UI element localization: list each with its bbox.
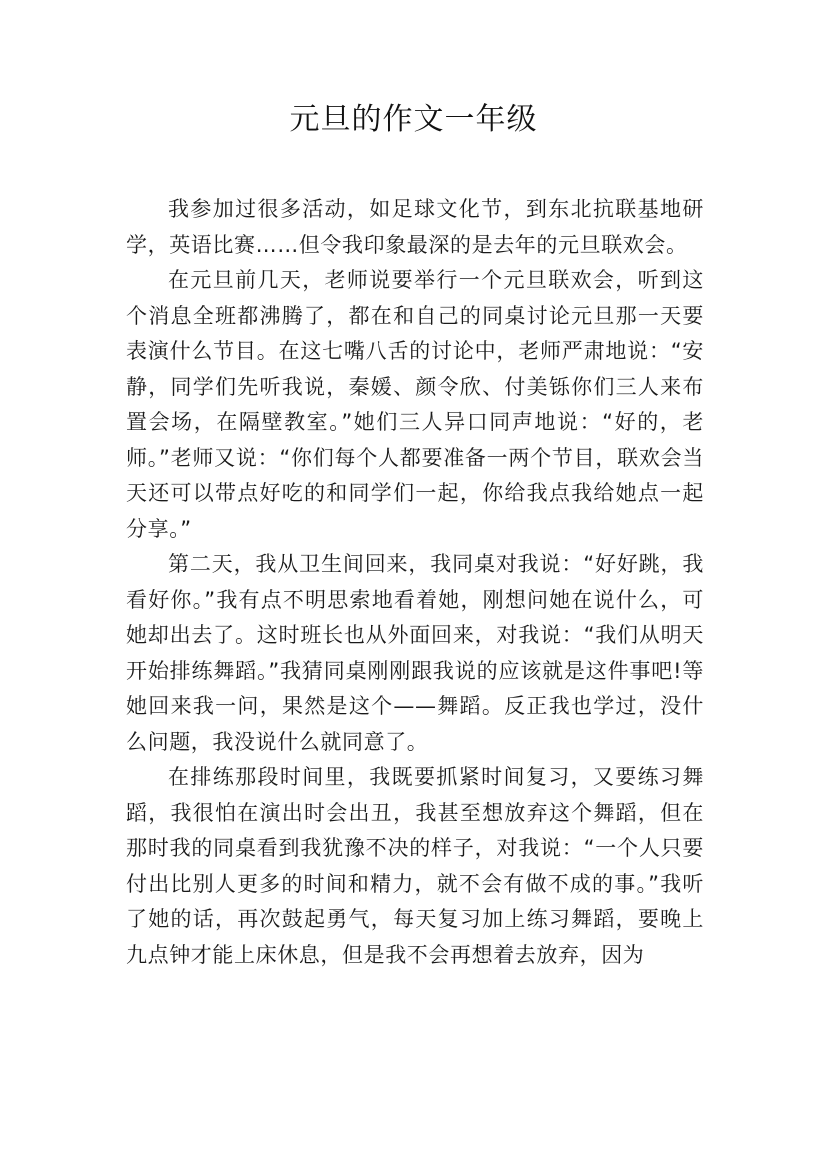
document-title: 元旦的作文一年级 [289, 102, 538, 137]
paragraph-4: 在排练那段时间里，我既要抓紧时间复习，又要练习舞蹈，我很怕在演出时会出丑，我甚至想放弃这个舞蹈，但在那时我的同桌看到我犹豫不决的样子，对我说：“一个人只要付出比别人更多的时间和精力，就不会有做不成的事。”我听了她的话，再次鼓起勇气，每天复习加上练习舞蹈，要晚上九点钟才能上床休息，但是我不会再想着去放弃，因为 [126, 765, 704, 967]
paragraph-2: 在元旦前几天，老师说要举行一个元旦联欢会，听到这个消息全班都沸腾了，都在和自己的同桌讨论元旦那一天要表演什么节目。在这七嘴八舌的讨论中，老师严肃地说：“安静，同学们先听我说，秦媛、颜令欣、付美铄你们三人来布置会场，在隔壁教室。”她们三人异口同声地说：“好的，老师。”老师又说：“你们每个人都要准备一两个节目，联欢会当天还可以带点好吃的和同学们一起，你给我点我给她点一起分享。” [126, 268, 704, 541]
paragraph-3: 第二天，我从卫生间回来，我同桌对我说：“好好跳，我看好你。”我有点不明思索地看着她，刚想问她在说什么，可她却出去了。这时班长也从外面回来，对我说：“我们从明天开始排练舞蹈。”我猜同桌刚刚跟我说的应该就是这件事吧!等她回来我一问，果然是这个——舞蹈。反正我也学过，没什么问题，我没说什么就同意了。 [126, 552, 704, 754]
paragraph-1: 我参加过很多活动，如足球文化节，到东北抗联基地研学，英语比赛……但令我印象最深的是去年的元旦联欢会。 [126, 197, 704, 257]
document-body [126, 192, 704, 973]
